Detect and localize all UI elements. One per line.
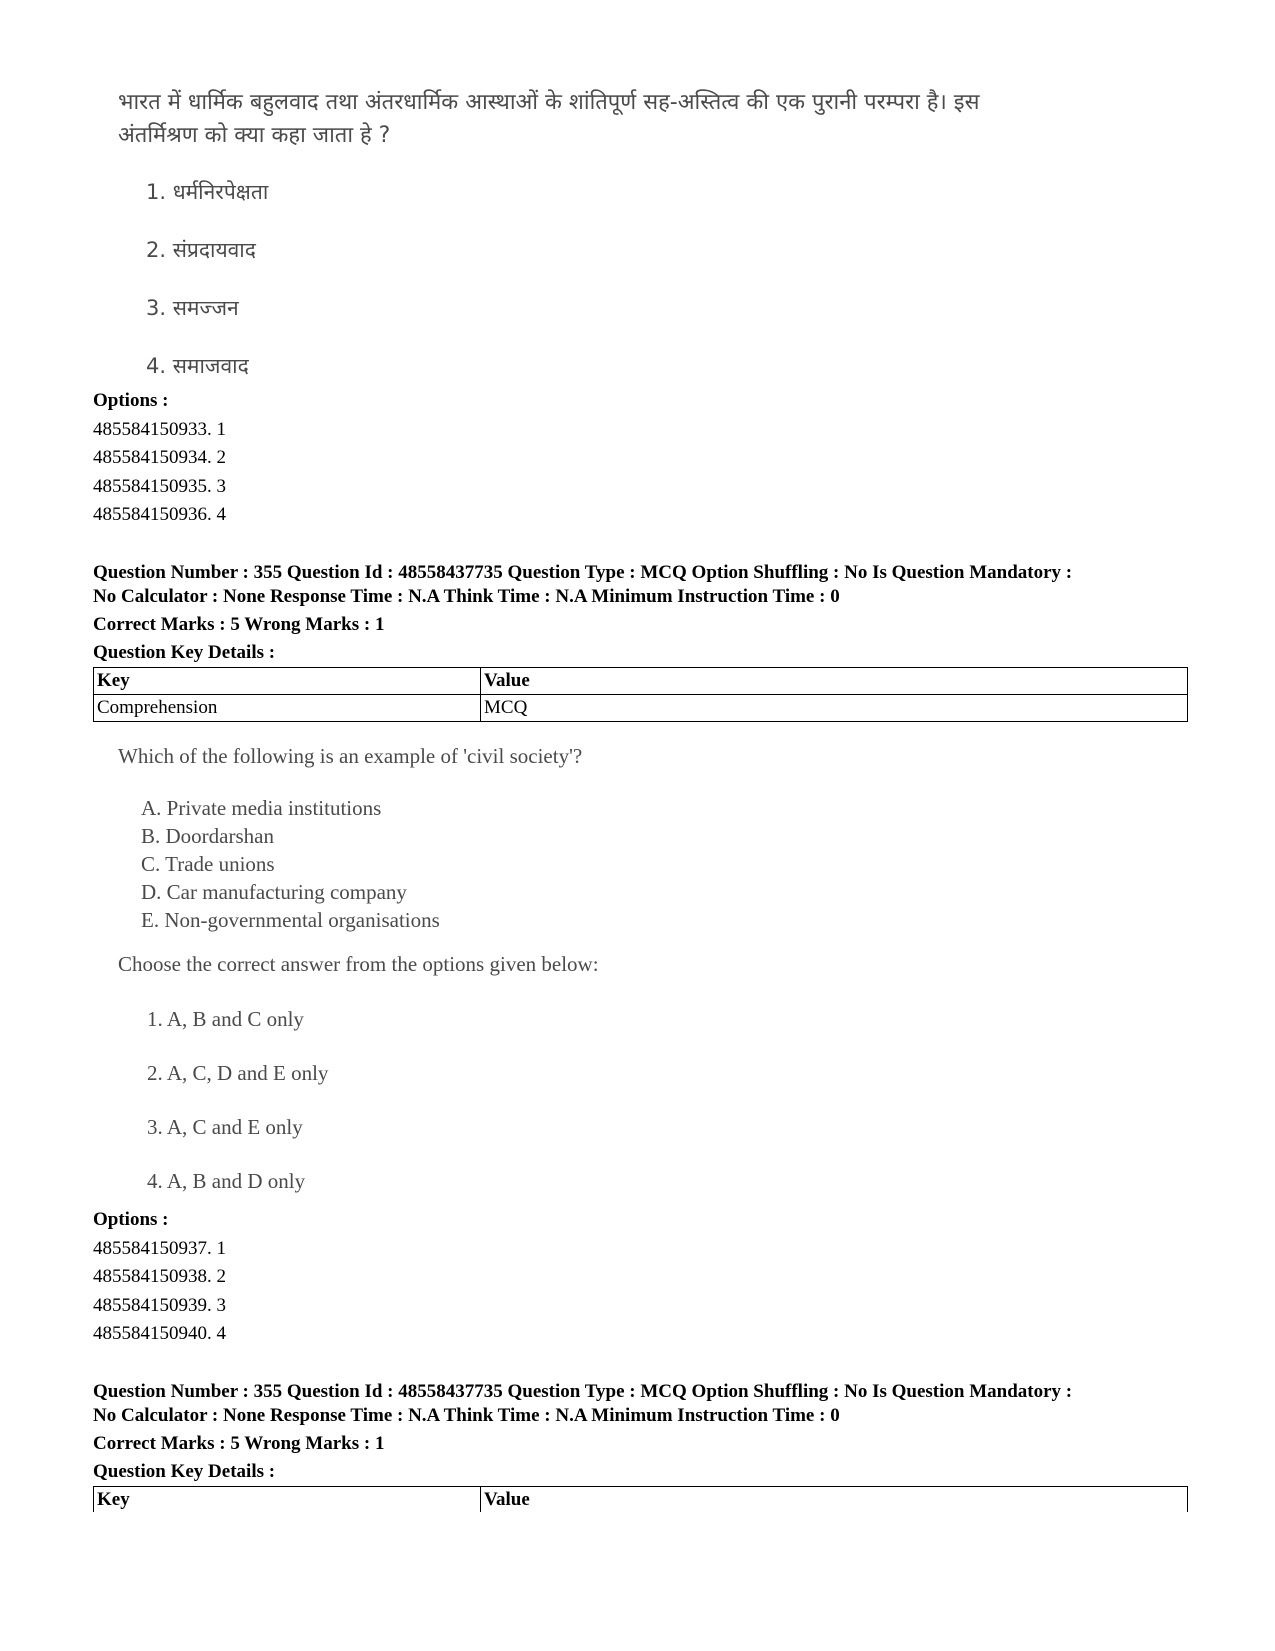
option-id: 485584150940. 4 <box>93 1323 226 1344</box>
table-row <box>94 1487 1188 1513</box>
english-question-stem: Which of the following is an example of 'civil society'? <box>118 744 583 768</box>
english-option: 2. A, C, D and E only <box>147 1061 329 1085</box>
statement: D. Car manufacturing company <box>141 880 407 904</box>
option-id: 485584150938. 2 <box>93 1266 226 1287</box>
option-id: 485584150937. 1 <box>93 1237 226 1259</box>
meta-line-2: No Calculator : None Response Time : N.A Think Time : N.A Minimum Instruction Time : 0 <box>93 586 840 607</box>
value-cell: MCQ <box>481 695 1188 722</box>
marks-line: Correct Marks : 5 Wrong Marks : 1 <box>93 614 385 635</box>
choose-instruction: Choose the correct answer from the options given below: <box>118 952 599 976</box>
hindi-stem-line-2: अंतर्मिश्रण को क्या कहा जाता हे ? <box>118 123 391 148</box>
meta-line-1: Question Number : 355 Question Id : 48558437735 Question Type : MCQ Option Shuffling : No Is Question Mandatory : <box>93 1381 1073 1402</box>
statement: B. Doordarshan <box>141 824 274 848</box>
english-question-options <box>118 992 599 1208</box>
options-label: Options : <box>93 390 169 411</box>
table-row <box>94 668 1188 695</box>
value-header: Value <box>481 1487 1188 1513</box>
question-meta-1 <box>93 561 1193 665</box>
options-label: Options : <box>93 1209 169 1230</box>
key-table-1 <box>93 667 1188 722</box>
option-id: 485584150939. 3 <box>93 1294 226 1316</box>
meta-line-1: Question Number : 355 Question Id : 48558437735 Question Type : MCQ Option Shuffling : No Is Question Mandatory : <box>93 562 1073 583</box>
hindi-option: 3. समज्जन <box>146 296 239 320</box>
english-option: 1. A, B and C only <box>147 1007 304 1031</box>
key-details-label: Question Key Details : <box>93 642 276 663</box>
key-details-label: Question Key Details : <box>93 1461 276 1482</box>
english-option: 4. A, B and D only <box>147 1169 306 1193</box>
options-block-1 <box>93 387 226 530</box>
marks-line: Correct Marks : 5 Wrong Marks : 1 <box>93 1433 385 1454</box>
meta-line-2: No Calculator : None Response Time : N.A Think Time : N.A Minimum Instruction Time : 0 <box>93 1405 840 1426</box>
value-header: Value <box>481 668 1188 695</box>
option-id: 485584150936. 4 <box>93 504 226 525</box>
hindi-option: 1. धर्मनिरपेक्षता <box>146 180 269 204</box>
key-header: Key <box>94 1487 481 1513</box>
table-row <box>94 695 1188 722</box>
english-option: 3. A, C and E only <box>147 1115 303 1139</box>
hindi-option: 4. समाजवाद <box>146 354 249 378</box>
statement: A. Private media institutions <box>141 796 382 820</box>
statement: C. Trade unions <box>141 852 275 876</box>
option-id: 485584150934. 2 <box>93 447 226 468</box>
hindi-stem-line-1: भारत में धार्मिक बहुलवाद तथा अंतरधार्मिक आस्थाओं के शांतिपूर्ण सह-अस्तित्व की एक पुरानी परम्परा है। इस <box>118 90 980 115</box>
key-table-2-wrapper <box>93 1486 1188 1512</box>
statement: E. Non-governmental organisations <box>141 908 440 932</box>
hindi-question-options <box>146 172 268 404</box>
option-id: 485584150933. 1 <box>93 418 226 440</box>
key-header: Key <box>94 668 481 695</box>
key-cell: Comprehension <box>94 695 481 722</box>
hindi-question-stem <box>118 86 1098 152</box>
question-meta-2 <box>93 1380 1193 1484</box>
options-block-2 <box>93 1206 226 1349</box>
option-id: 485584150935. 3 <box>93 475 226 497</box>
english-question <box>118 744 599 1208</box>
key-table-2 <box>93 1486 1188 1512</box>
hindi-option: 2. संप्रदायवाद <box>146 238 256 262</box>
statement-list <box>118 794 599 934</box>
